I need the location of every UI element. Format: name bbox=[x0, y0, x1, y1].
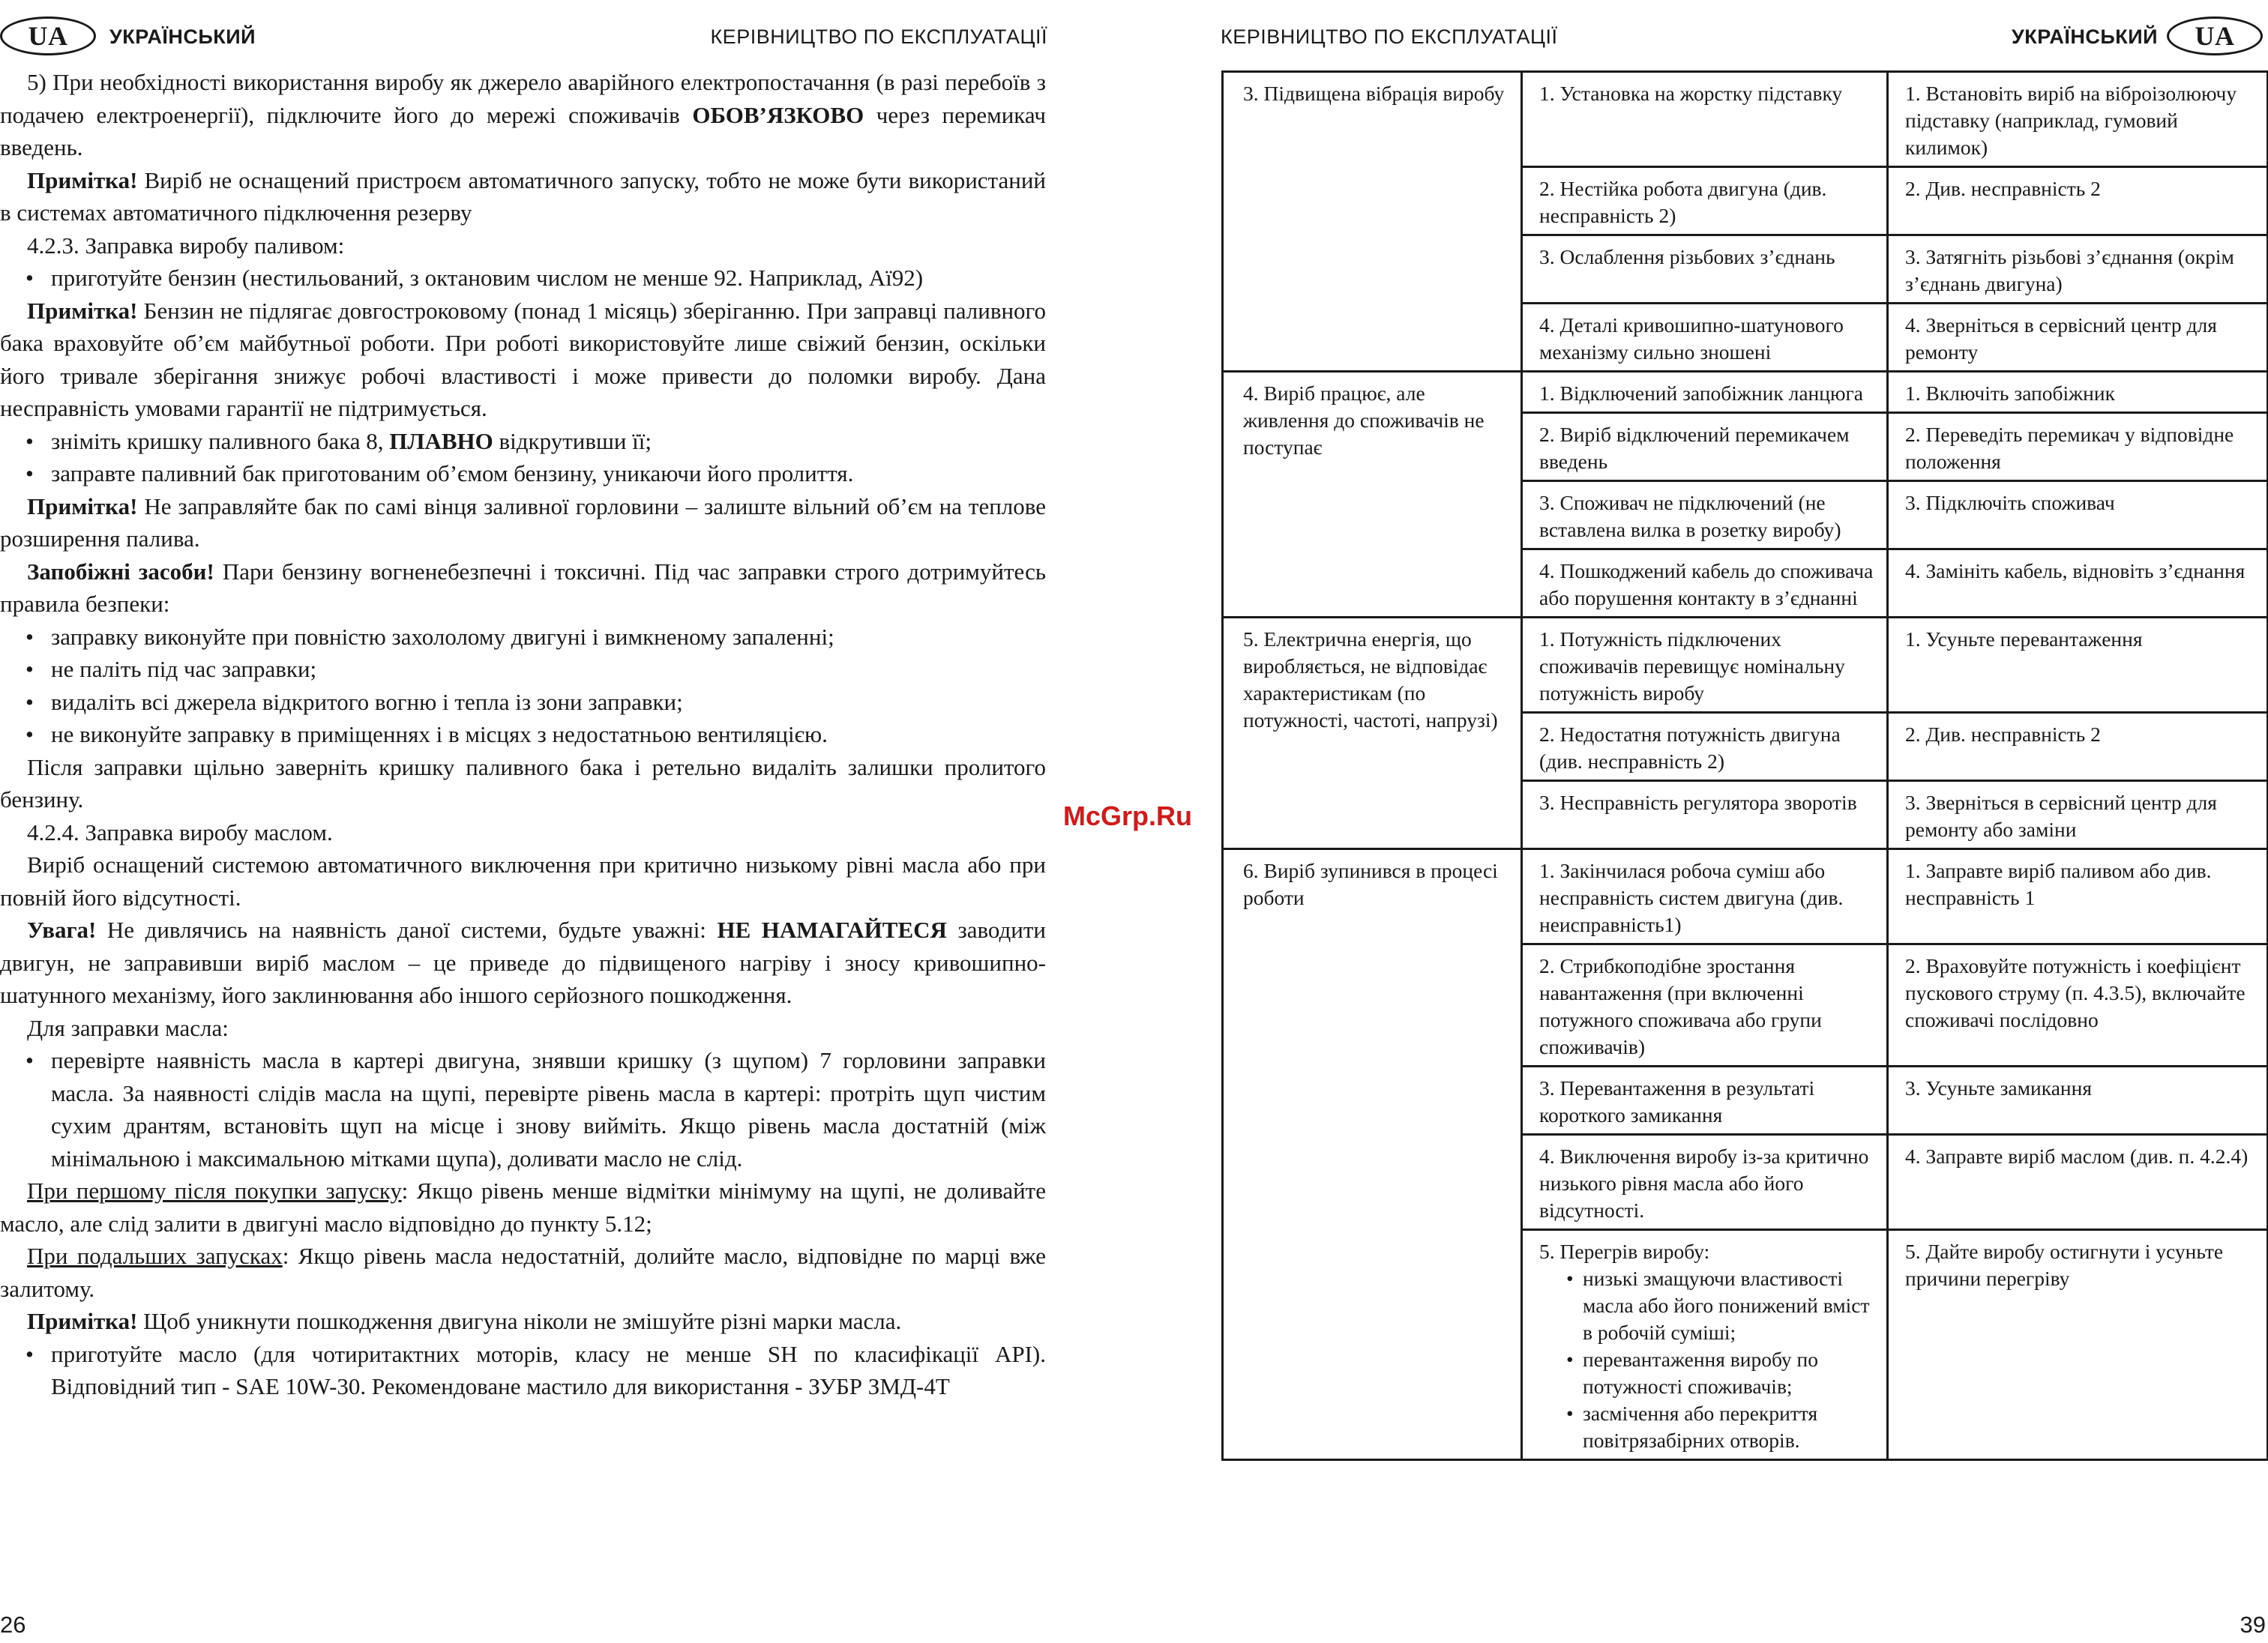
cause-cell bbox=[1522, 1230, 1888, 1460]
cause-cell: 4. Деталі кривошипно-шатунового механізму сильно зношені bbox=[1522, 304, 1888, 372]
cause-cell: 2. Стрибкоподібне зростання навантаження (при включенні потужного споживача або групи споживачів) bbox=[1522, 944, 1888, 1067]
cause-cell: 1. Установка на жорстку підставку bbox=[1522, 72, 1888, 167]
remedy-cell: 3. Затягніть різьбові з’єднання (окрім з’єднань двигуна) bbox=[1888, 235, 2268, 304]
list-item: • заправку виконуйте при повністю захололому двигуні і вимкненому запаленні; bbox=[0, 621, 1046, 654]
remedy-cell: 4. Заправте виріб маслом (див. п. 4.2.4) bbox=[1888, 1135, 2268, 1230]
table-row bbox=[1223, 72, 2268, 167]
fault-cell: 4. Виріб працює, але живлення до споживачів не поступає bbox=[1223, 372, 1522, 618]
cause-cell: 1. Відключений запобіжник ланцюга bbox=[1522, 372, 1888, 413]
remedy-cell: 3. Усуньте замикання bbox=[1888, 1067, 2268, 1135]
remedy-cell: 2. Див. несправність 2 bbox=[1888, 713, 2268, 781]
list-item: • зніміть кришку паливного бака 8, ПЛАВНО відкрутивши її; bbox=[0, 425, 1046, 458]
list-item: • заправте паливний бак приготованим об’ємом бензину, уникаючи його пролиття. bbox=[0, 457, 1046, 490]
table-row bbox=[1223, 372, 2268, 413]
language-label: УКРАЇНСЬКИЙ bbox=[109, 25, 256, 48]
remedy-cell: 2. Враховуйте потужність і коефіцієнт пускового струму (п. 4.3.5), включайте споживачі послідовно bbox=[1888, 944, 2268, 1067]
page-number: 26 bbox=[0, 1612, 26, 1638]
list-item: • низькі змащуючи властивості масла або його понижений вміст в робочій суміші; bbox=[1583, 1265, 1879, 1346]
remedy-cell: 2. Див. несправність 2 bbox=[1888, 167, 2268, 235]
language-badge: UA bbox=[2167, 16, 2263, 55]
list-item: • не виконуйте заправку в приміщеннях і в місцях з недостатньою вентиляцією. bbox=[0, 718, 1046, 751]
remedy-cell: 1. Включіть запобіжник bbox=[1888, 372, 2268, 413]
fault-cell: 5. Електрична енергія, що виробляється, не відповідає характеристикам (по потужності, частоті, напрузі) bbox=[1223, 618, 1522, 849]
remedy-cell: 3. Підключіть споживач bbox=[1888, 481, 2268, 549]
cause-list bbox=[1539, 1265, 1879, 1454]
manual-title: КЕРІВНИЦТВО ПО ЕКСПЛУАТАЦІЇ bbox=[710, 25, 1047, 48]
cause-cell: 3. Споживач не підключений (не вставлена вилка в розетку виробу) bbox=[1522, 481, 1888, 549]
fault-cell: 6. Виріб зупинився в процесі роботи bbox=[1223, 849, 1522, 1460]
list-item: • приготуйте масло (для чотиритактних моторів, класу не менше SH по класифікації API). Відповідний тип - SAE 10W-30. Рекомендоване мастило для використання - ЗУБР ЗМД-4Т bbox=[0, 1338, 1046, 1403]
warning: Увага! Не дивлячись на наявність даної системи, будьте уважні: НЕ НАМАГАЙТЕСЯ заводити двигун, не заправивши виріб маслом – це приведе до підвищеного нагріву і зносу кривошипно-шатунного механізму, його заклинювання або іншого серйозного пошкодження. bbox=[0, 917, 1046, 1008]
paragraph: При першому після покупки запуску: Якщо рівень менше відмітки мінімуму на щупі, не доливайте масло, але слід залити в двигуні масло відповідно до пункту 5.12; bbox=[0, 1178, 1046, 1237]
paragraph: При подальших запусках: Якщо рівень масла недостатній, долийте масло, відповідне по марці вже залитому. bbox=[0, 1243, 1046, 1302]
list-item: • видаліть всі джерела відкритого вогню і тепла із зони заправки; bbox=[0, 686, 1046, 719]
remedy-cell: 1. Встановіть виріб на віброізолюючу підставку (наприклад, гумовий килимок) bbox=[1888, 72, 2268, 167]
cause-cell: 2. Недостатня потужність двигуна (див. несправність 2) bbox=[1522, 713, 1888, 781]
left-page bbox=[0, 0, 1050, 1643]
cause-title: 5. Перегрів виробу: bbox=[1539, 1240, 1710, 1263]
section-heading-4-2-3: 4.2.3. Заправка виробу паливом: bbox=[27, 232, 345, 259]
fault-cell: 3. Підвищена вібрація виробу bbox=[1223, 72, 1522, 372]
remedy-cell: 5. Дайте виробу остигнути і усуньте причини перегріву bbox=[1888, 1230, 2268, 1460]
language-label: УКРАЇНСЬКИЙ bbox=[2012, 25, 2159, 48]
safety-note: Запобіжні засоби! Пари бензину вогненебезпечні і токсичні. Під час заправки строго дотримуйтесь правила безпеки: bbox=[0, 558, 1046, 617]
list-item: • приготуйте бензин (нестильований, з октановим числом не менше 92. Наприклад, Аї92) bbox=[0, 262, 1046, 295]
note: Примітка! Не заправляйте бак по самі вінця заливної горловини – залиште вільний об’єм на теплове розширення палива. bbox=[0, 492, 1046, 552]
list-item: • не паліть під час заправки; bbox=[0, 653, 1046, 686]
list-item: • перевантаження виробу по потужності споживачів; bbox=[1583, 1346, 1879, 1400]
cause-cell: 4. Виключення виробу із-за критично низького рівня масла або його відсутності. bbox=[1522, 1135, 1888, 1230]
note: Примітка! Бензин не підлягає довгостроковому (понад 1 місяць) зберіганню. При заправці паливного бака враховуйте об’єм майбутньої роботи. При роботі використовуйте лише свіжий бензин, оскільки його тривале зберігання знижує робочі властивості і може привести до поломки виробу. Дана несправність умовами гарантії не підтримується. bbox=[0, 297, 1046, 421]
right-page bbox=[1215, 0, 2268, 1643]
instructions-text bbox=[0, 66, 1046, 1403]
paragraph: Після заправки щільно заверніть кришку паливного бака і ретельно видаліть залишки пролитого бензину. bbox=[0, 753, 1046, 813]
cause-cell: 2. Нестійка робота двигуна (див. несправність 2) bbox=[1522, 167, 1888, 235]
left-header bbox=[0, 10, 1050, 55]
cause-cell: 4. Пошкоджений кабель до споживача або порушення контакту в з’єднанні bbox=[1522, 549, 1888, 618]
table-row bbox=[1223, 849, 2268, 944]
language-badge: UA bbox=[0, 16, 96, 55]
paragraph: Для заправки масла: bbox=[27, 1014, 229, 1041]
troubleshooting-table bbox=[1221, 70, 2268, 1461]
cause-cell: 1. Потужність підключених споживачів перевищує номінальну потужність виробу bbox=[1522, 618, 1888, 713]
cause-cell: 3. Несправність регулятора зворотів bbox=[1522, 781, 1888, 849]
paragraph: 5) При необхідності використання виробу як джерело аварійного електропостачання (в разі перебоїв з подачею електроенергії), підключите його до мережі споживачів ОБОВ’ЯЗКОВО через перемикач введень. bbox=[0, 69, 1046, 160]
remedy-cell: 4. Зверніться в сервісний центр для ремонту bbox=[1888, 304, 2268, 372]
note: Примітка! Виріб не оснащений пристроєм автоматичного запуску, тобто не може бути використаний в системах автоматичного підключення резерву bbox=[0, 166, 1046, 226]
cause-cell: 1. Закінчилася робоча суміш або несправність систем двигуна (див. неисправність1) bbox=[1522, 849, 1888, 944]
list-item: • засмічення або перекриття повітрязабірних отворів. bbox=[1583, 1400, 1879, 1454]
cause-cell: 3. Ослаблення різьбових з’єднань bbox=[1522, 235, 1888, 304]
cause-cell: 2. Виріб відключений перемикачем введень bbox=[1522, 413, 1888, 481]
page-number: 39 bbox=[2240, 1612, 2266, 1638]
remedy-cell: 3. Зверніться в сервісний центр для ремонту або заміни bbox=[1888, 781, 2268, 849]
remedy-cell: 1. Заправте виріб паливом або див. несправність 1 bbox=[1888, 849, 2268, 944]
remedy-cell: 2. Переведіть перемикач у відповідне положення bbox=[1888, 413, 2268, 481]
right-header bbox=[1215, 10, 2268, 55]
cause-cell: 3. Перевантаження в результаті короткого замикання bbox=[1522, 1067, 1888, 1135]
list-item: • перевірте наявність масла в картері двигуна, знявши кришку (з щупом) 7 горловини заправки масла. За наявності слідів масла на щупі, перевірте рівень масла в картері: протріть щуп чистим сухим дрантям, встановіть щуп на місце і знову вийміть. Якщо рівень масла достатній (між мінімальною і максимальною мітками щупа), доливати масло не слід. bbox=[0, 1044, 1046, 1175]
section-heading-4-2-4: 4.2.4. Заправка виробу маслом. bbox=[27, 819, 333, 845]
table-row bbox=[1223, 618, 2268, 713]
remedy-cell: 4. Замініть кабель, відновіть з’єднання bbox=[1888, 549, 2268, 618]
manual-title: КЕРІВНИЦТВО ПО ЕКСПЛУАТАЦІЇ bbox=[1221, 25, 1558, 48]
watermark: McGrp.Ru bbox=[1063, 801, 1193, 831]
paragraph: Виріб оснащений системою автоматичного виключення при критично низькому рівні масла або при повній його відсутності. bbox=[0, 851, 1046, 911]
note: Примітка! Щоб уникнути пошкодження двигуна ніколи не змішуйте різні марки масла. bbox=[27, 1308, 902, 1334]
remedy-cell: 1. Усуньте перевантаження bbox=[1888, 618, 2268, 713]
